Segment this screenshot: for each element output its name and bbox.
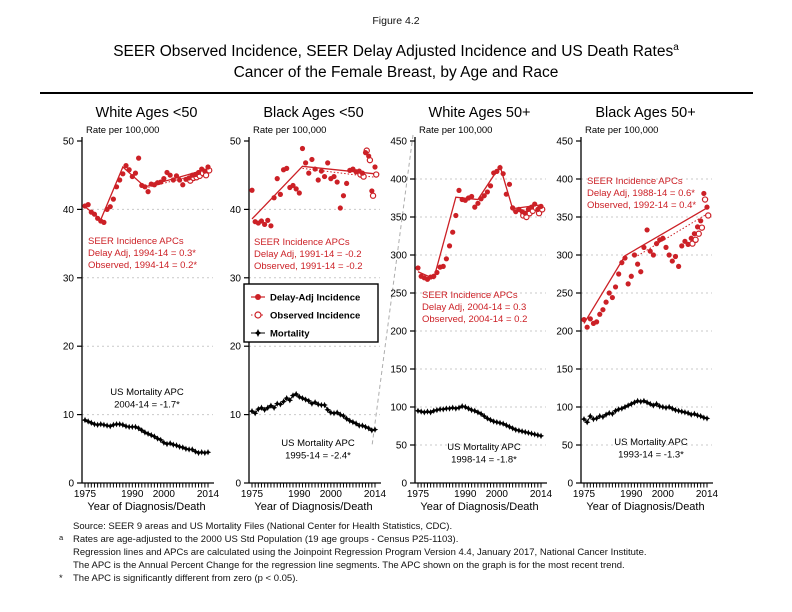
delay-adj-incidence-point	[676, 264, 681, 269]
delay-adj-incidence-point	[692, 231, 697, 236]
delay-adj-incidence-point	[331, 174, 336, 179]
delay-adj-incidence-point	[366, 153, 371, 158]
y-tick-label: 100	[390, 402, 407, 414]
y-tick-label: 40	[229, 204, 241, 216]
delay-adj-incidence-point	[485, 189, 490, 194]
y-tick-label: 0	[567, 478, 573, 490]
delay-adj-incidence-point	[145, 189, 150, 194]
footnote-marker: a	[59, 533, 64, 542]
delay-adj-incidence-point	[312, 166, 317, 171]
y-axis-title: Rate per 100,000	[585, 125, 659, 136]
y-tick-label: 100	[556, 402, 573, 414]
x-tick-label: 1990	[454, 489, 477, 500]
delay-adj-incidence-point	[341, 193, 346, 198]
footnote-marker: *	[59, 573, 63, 584]
delay-adj-incidence-point	[136, 156, 141, 161]
delay-adj-incidence-point	[685, 242, 690, 247]
y-tick-label: 350	[556, 212, 573, 224]
delay-adj-incidence-point	[507, 182, 512, 187]
delay-adj-incidence-point	[284, 166, 289, 171]
y-tick-label: 10	[62, 410, 74, 422]
y-tick-label: 50	[62, 136, 74, 148]
y-tick-label: 350	[390, 212, 407, 224]
delay-adj-incidence-point	[616, 271, 621, 276]
delay-adj-incidence-point	[635, 262, 640, 267]
mortality-point	[704, 415, 710, 421]
delay-adj-incidence-point	[177, 177, 182, 182]
delay-adj-incidence-point	[300, 146, 305, 151]
delay-adj-incidence-point	[322, 174, 327, 179]
delay-adj-incidence-point	[325, 160, 330, 165]
delay-adj-incidence-point	[689, 236, 694, 241]
delay-adj-incidence-point	[644, 227, 649, 232]
y-tick-label: 30	[62, 273, 74, 285]
delay-adj-incidence-point	[171, 177, 176, 182]
mortality-apc-note: 1998-14 = -1.8*	[451, 454, 517, 466]
delay-adj-incidence-point	[450, 230, 455, 235]
incidence-apc-note: SEER Incidence APCs	[254, 237, 350, 248]
footnotes	[0, 520, 792, 585]
delay-adj-incidence-point	[303, 160, 308, 165]
y-tick-label: 450	[390, 136, 407, 148]
x-axis-title: Year of Diagnosis/Death	[87, 501, 206, 513]
delay-adj-incidence-point	[538, 204, 543, 209]
figure-title-superscript: a	[673, 42, 679, 53]
observed-incidence-point	[699, 225, 704, 230]
delay-adj-incidence-point	[704, 205, 709, 210]
delay-adj-incidence-point	[673, 254, 678, 259]
x-tick-label: 2014	[363, 489, 387, 500]
delay-adj-incidence-point	[504, 192, 509, 197]
delay-adj-incidence-point	[613, 284, 618, 289]
delay-adj-incidence-point	[111, 197, 116, 202]
delay-adj-incidence-point	[603, 300, 608, 305]
legend-delay-adj-marker	[255, 294, 261, 300]
delay-adj-incidence-point	[360, 171, 365, 176]
incidence-trend-line	[418, 166, 541, 278]
delay-adj-incidence-point	[444, 256, 449, 261]
footnote-row	[0, 520, 792, 533]
mortality-apc-note: 1995-14 = -2.4*	[285, 450, 351, 462]
y-tick-label: 250	[556, 288, 573, 300]
delay-adj-incidence-point	[475, 201, 480, 206]
delay-adj-incidence-point	[344, 181, 349, 186]
incidence-apc-note: SEER Incidence APCs	[88, 236, 184, 247]
y-axis-title: Rate per 100,000	[419, 125, 493, 136]
y-tick-label: 40	[62, 204, 74, 216]
x-tick-label: 2014	[695, 489, 719, 500]
x-tick-label: 1990	[121, 489, 144, 500]
x-tick-label: 1975	[406, 489, 430, 500]
legend-label: Mortality	[270, 328, 310, 340]
delay-adj-incidence-point	[610, 295, 615, 300]
y-tick-label: 250	[390, 288, 407, 300]
x-tick-label: 2000	[152, 489, 175, 500]
mortality-point	[321, 402, 327, 408]
mortality-apc-note: US Mortality APC	[614, 437, 688, 448]
x-tick-label: 1975	[572, 489, 596, 500]
delay-adj-incidence-point	[701, 191, 706, 196]
figure-title-line1: SEER Observed Incidence, SEER Delay Adjusted Incidence and US Death Rates	[113, 43, 674, 61]
y-tick-label: 400	[390, 174, 407, 186]
incidence-apc-note: Delay Adj, 1994-14 = 0.3*	[88, 248, 197, 259]
delay-adj-incidence-point	[278, 192, 283, 197]
delay-adj-incidence-point	[585, 325, 590, 330]
y-tick-label: 50	[561, 440, 573, 452]
mortality-apc-note: 1993-14 = -1.3*	[618, 449, 684, 461]
panel-title: White Ages 50+	[428, 105, 531, 121]
delay-adj-incidence-point	[108, 204, 113, 209]
delay-adj-incidence-point	[117, 177, 122, 182]
mortality-point	[372, 426, 378, 432]
y-tick-label: 150	[390, 364, 407, 376]
y-tick-label: 450	[556, 136, 573, 148]
x-axis-title: Year of Diagnosis/Death	[254, 501, 373, 513]
x-tick-label: 2000	[485, 489, 508, 500]
delay-adj-incidence-point	[101, 220, 106, 225]
incidence-apc-note: Observed, 1991-14 = -0.2	[254, 261, 363, 272]
delay-adj-incidence-point	[619, 260, 624, 265]
x-axis-title: Year of Diagnosis/Death	[420, 501, 539, 513]
delay-adj-incidence-point	[629, 274, 634, 279]
figure-title-line2: Cancer of the Female Breast, by Age and Race	[233, 64, 559, 82]
incidence-apc-note: Delay Adj, 2004-14 = 0.3	[422, 302, 527, 313]
footnote-text: Source: SEER 9 areas and US Mortality Files (National Center for Health Statistics, CDC).	[73, 521, 453, 532]
delay-adj-incidence-point	[268, 223, 273, 228]
y-tick-label: 50	[395, 440, 407, 452]
y-tick-label: 400	[556, 174, 573, 186]
delay-adj-incidence-point	[670, 258, 675, 263]
incidence-apc-note: Delay Adj, 1988-14 = 0.6*	[587, 188, 696, 199]
footnote-row	[0, 559, 792, 572]
delay-adj-incidence-point	[205, 164, 210, 169]
delay-adj-incidence-point	[632, 252, 637, 257]
incidence-apc-note: Observed, 1994-14 = 0.2*	[88, 260, 198, 271]
incidence-apc-note: Delay Adj, 1991-14 = -0.2	[254, 249, 362, 260]
delay-adj-incidence-point	[607, 290, 612, 295]
delay-adj-incidence-point	[641, 245, 646, 250]
delay-adj-incidence-point	[532, 201, 537, 206]
panel-title: Black Ages 50+	[595, 105, 696, 121]
delay-adj-incidence-point	[660, 236, 665, 241]
legend-observed-marker	[255, 312, 261, 318]
delay-adj-incidence-point	[663, 245, 668, 250]
footnote-text: The APC is significantly different from zero (p < 0.05).	[73, 573, 299, 584]
delay-adj-incidence-point	[622, 255, 627, 260]
legend-label: Observed Incidence	[270, 310, 361, 322]
x-tick-label: 1990	[620, 489, 643, 500]
delay-adj-incidence-point	[369, 188, 374, 193]
delay-adj-incidence-point	[372, 164, 377, 169]
panel-title: White Ages <50	[95, 105, 198, 121]
mortality-apc-note: US Mortality APC	[281, 438, 355, 449]
x-tick-label: 1975	[240, 489, 264, 500]
delay-adj-incidence-point	[581, 317, 586, 322]
x-axis-title: Year of Diagnosis/Death	[586, 501, 705, 513]
observed-incidence-point	[702, 197, 707, 202]
delay-adj-incidence-point	[133, 171, 138, 176]
delay-adj-incidence-point	[86, 202, 91, 207]
delay-adj-incidence-point	[127, 167, 132, 172]
y-tick-label: 300	[556, 250, 573, 262]
delay-adj-incidence-point	[415, 265, 420, 270]
delay-adj-incidence-point	[114, 184, 119, 189]
observed-incidence-point	[370, 193, 375, 198]
delay-adj-incidence-point	[588, 316, 593, 321]
incidence-apc-note: Observed, 2004-14 = 0.2	[422, 314, 528, 325]
delay-adj-incidence-point	[338, 205, 343, 210]
delay-adj-incidence-point	[469, 194, 474, 199]
delay-adj-incidence-point	[638, 269, 643, 274]
delay-adj-incidence-point	[309, 157, 314, 162]
incidence-trend-line	[584, 208, 707, 324]
y-tick-label: 50	[229, 136, 241, 148]
footnote-row	[0, 572, 792, 585]
delay-adj-incidence-point	[249, 188, 254, 193]
delay-adj-incidence-point	[142, 184, 147, 189]
y-axis-title: Rate per 100,000	[86, 125, 160, 136]
incidence-apc-note: SEER Incidence APCs	[422, 290, 518, 301]
y-tick-label: 0	[401, 478, 407, 490]
figure-label: Figure 4.2	[372, 15, 420, 27]
incidence-apc-note: Observed, 1992-14 = 0.4*	[587, 200, 697, 211]
delay-adj-incidence-point	[501, 171, 506, 176]
x-tick-label: 2000	[319, 489, 342, 500]
y-tick-label: 10	[229, 410, 241, 422]
delay-adj-incidence-point	[174, 173, 179, 178]
delay-adj-incidence-point	[316, 177, 321, 182]
delay-adj-incidence-point	[488, 183, 493, 188]
footnote-text: The APC is the Annual Percent Change for the regression line segments. The APC shown on the graph is for the most recent trend.	[73, 560, 625, 571]
delay-adj-incidence-point	[626, 281, 631, 286]
delay-adj-incidence-point	[294, 186, 299, 191]
x-tick-label: 1990	[288, 489, 311, 500]
mortality-apc-note: US Mortality APC	[447, 442, 521, 453]
delay-adj-incidence-point	[306, 171, 311, 176]
delay-adj-incidence-point	[456, 188, 461, 193]
delay-adj-incidence-point	[600, 307, 605, 312]
y-tick-label: 20	[62, 341, 74, 353]
delay-adj-incidence-point	[335, 179, 340, 184]
delay-adj-incidence-point	[123, 163, 128, 168]
delay-adj-incidence-point	[120, 171, 125, 176]
x-tick-label: 2000	[651, 489, 674, 500]
footnote-row	[0, 546, 792, 559]
y-tick-label: 150	[556, 364, 573, 376]
observed-incidence-point	[706, 213, 711, 218]
delay-adj-incidence-point	[497, 165, 502, 170]
delay-adj-incidence-point	[695, 224, 700, 229]
y-axis-title: Rate per 100,000	[253, 125, 327, 136]
delay-adj-incidence-point	[447, 243, 452, 248]
y-tick-label: 0	[68, 478, 74, 490]
mortality-point	[538, 433, 544, 439]
delay-adj-incidence-point	[441, 264, 446, 269]
y-tick-label: 0	[235, 478, 241, 490]
y-tick-label: 30	[229, 273, 241, 285]
y-tick-label: 300	[390, 250, 407, 262]
delay-adj-incidence-point	[262, 222, 267, 227]
delay-adj-incidence-point	[434, 270, 439, 275]
delay-adj-incidence-point	[597, 312, 602, 317]
delay-adj-incidence-point	[202, 168, 207, 173]
x-tick-label: 1975	[73, 489, 97, 500]
panel-title: Black Ages <50	[263, 105, 364, 121]
incidence-apc-note: SEER Incidence APCs	[587, 176, 683, 187]
x-tick-label: 2014	[529, 489, 553, 500]
delay-adj-incidence-point	[265, 218, 270, 223]
delay-adj-incidence-point	[180, 182, 185, 187]
delay-adj-incidence-point	[594, 319, 599, 324]
mortality-apc-note: 2004-14 = -1.7*	[114, 399, 180, 411]
footnote-row	[0, 533, 792, 546]
delay-adj-incidence-point	[319, 168, 324, 173]
y-tick-label: 200	[556, 326, 573, 338]
y-tick-label: 200	[390, 326, 407, 338]
delay-adj-incidence-point	[667, 252, 672, 257]
delay-adj-incidence-point	[698, 218, 703, 223]
mortality-point	[205, 449, 211, 455]
x-tick-label: 2014	[196, 489, 220, 500]
delay-adj-incidence-point	[275, 176, 280, 181]
footnote-text: Regression lines and APCs are calculated using the Joinpoint Regression Program Version 4.4, January 2017, National Cancer Institute.	[73, 547, 647, 558]
legend-label: Delay-Adj Incidence	[270, 292, 361, 304]
mortality-apc-note: US Mortality APC	[110, 387, 184, 398]
y-tick-label: 20	[229, 341, 241, 353]
delay-adj-incidence-point	[271, 195, 276, 200]
delay-adj-incidence-point	[679, 243, 684, 248]
delay-adj-incidence-point	[161, 176, 166, 181]
delay-adj-incidence-point	[168, 173, 173, 178]
delay-adj-incidence-point	[453, 213, 458, 218]
delay-adj-incidence-point	[92, 212, 97, 217]
footnote-text: Rates are age-adjusted to the 2000 US Std Population (19 age groups - Census P25-1103).	[73, 534, 459, 545]
observed-incidence-point	[374, 172, 379, 177]
delay-adj-incidence-point	[297, 190, 302, 195]
delay-adj-incidence-point	[651, 252, 656, 257]
